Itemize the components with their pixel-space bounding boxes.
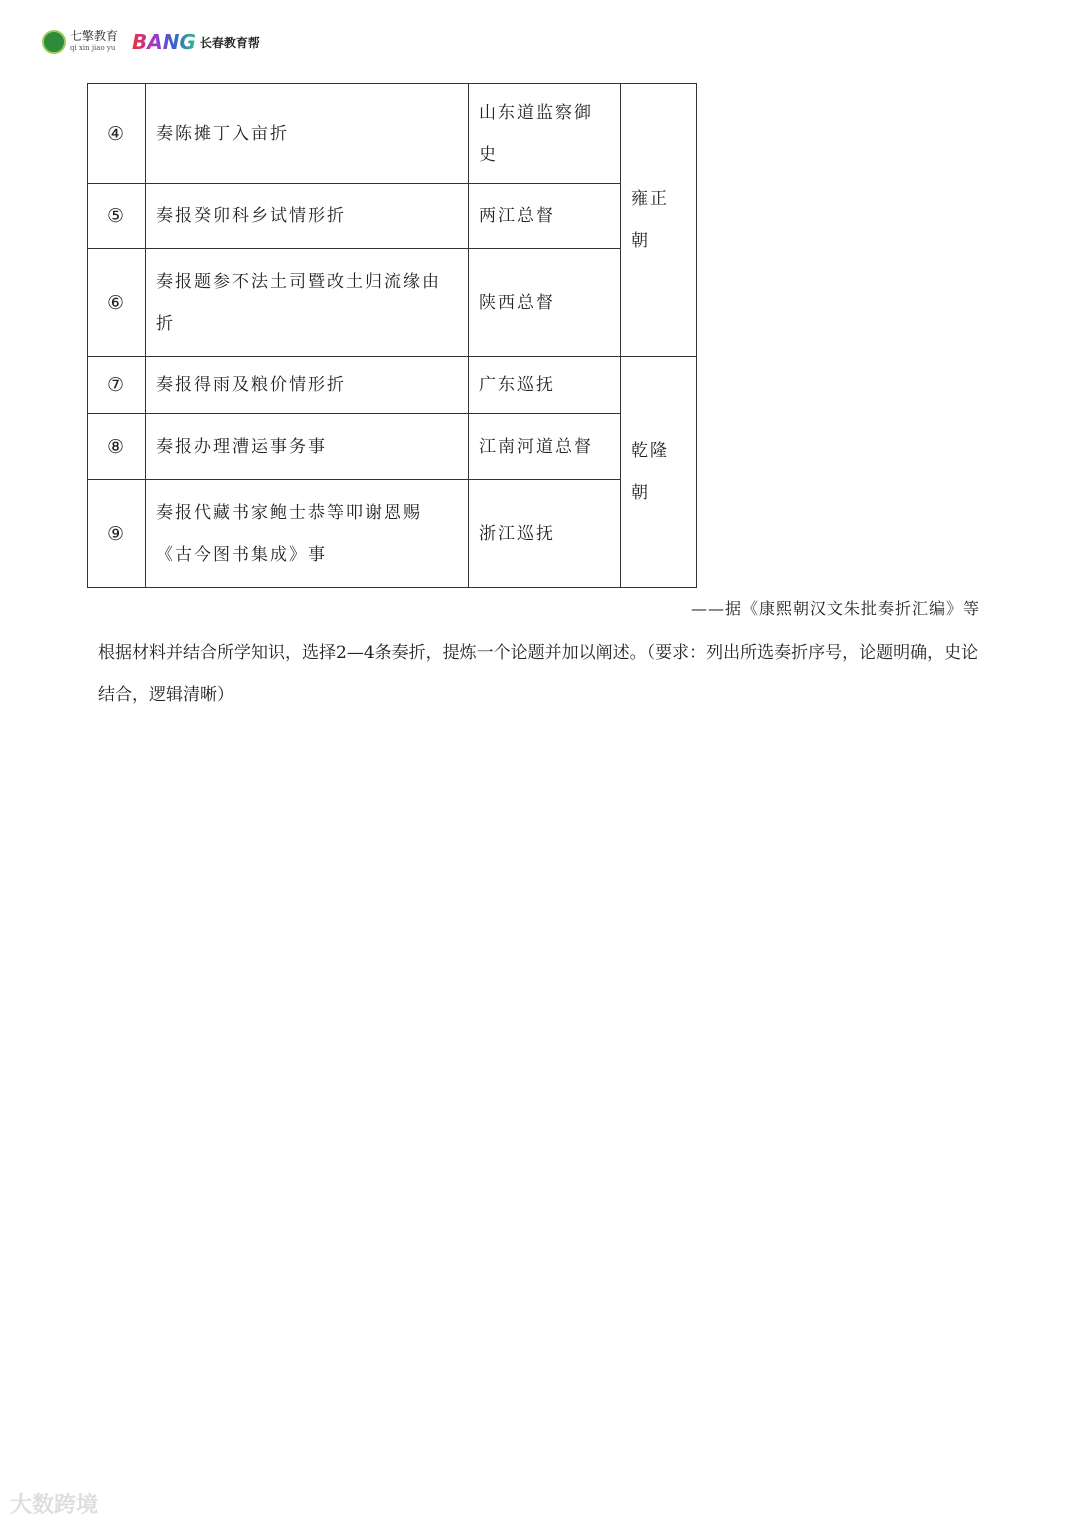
row-number: ⑧ (88, 414, 146, 480)
logo1-cn: 七擎教育 (70, 29, 119, 43)
table-row (88, 249, 697, 357)
question-text: 根据材料并结合所学知识，选择2—4条奏折，提炼一个论题并加以阐述。（要求：列出所选奏折序号，论题明确，史论结合，逻辑清晰） (98, 643, 979, 705)
era: 雍正朝 (621, 84, 697, 357)
official: 江南河道总督 (469, 414, 621, 480)
logo1-pinyin: qi xin jiao yu (70, 44, 116, 52)
official: 两江总督 (469, 184, 621, 249)
memorial-title: 奏报得雨及粮价情形折 (146, 357, 469, 414)
row-number: ⑤ (88, 184, 146, 249)
memorial-title: 奏报题参不法土司暨改土归流缘由折 (146, 249, 469, 357)
row-number: ⑥ (88, 249, 146, 357)
memorial-title: 奏报癸卯科乡试情形折 (146, 184, 469, 249)
table-row (88, 184, 697, 249)
table-row (88, 414, 697, 480)
watermark: 大数跨境 (10, 1493, 99, 1518)
table-row (88, 84, 697, 184)
memorials-table (87, 83, 697, 588)
row-number: ⑨ (88, 480, 146, 588)
official: 广东巡抚 (469, 357, 621, 414)
table-row (88, 357, 697, 414)
memorial-title: 奏报代藏书家鲍士恭等叩谢恩赐《古今图书集成》事 (146, 480, 469, 588)
source-citation: ——据《康熙朝汉文朱批奏折汇编》等 (690, 599, 980, 618)
memorial-title: 奏陈摊丁入亩折 (146, 84, 469, 184)
table-row (88, 480, 697, 588)
row-number: ④ (88, 84, 146, 184)
memorial-title: 奏报办理漕运事务事 (146, 414, 469, 480)
official: 陕西总督 (469, 249, 621, 357)
era: 乾隆朝 (621, 357, 697, 588)
official: 浙江巡抚 (469, 480, 621, 588)
row-number: ⑦ (88, 357, 146, 414)
qixin-logo-icon (42, 30, 66, 54)
official: 山东道监察御史 (469, 84, 621, 184)
logo2-cn: 长春教育帮 (199, 35, 260, 50)
bang-logo: BANG (132, 30, 196, 54)
header-logos (42, 30, 260, 54)
